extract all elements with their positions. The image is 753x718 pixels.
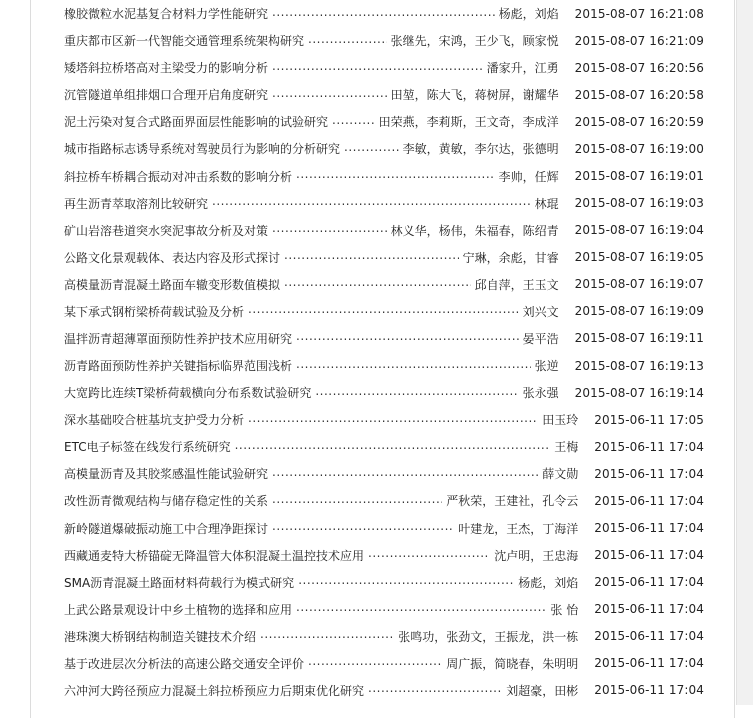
article-authors: 李帅，任辉 [498,169,559,184]
article-authors: 张永强 [522,386,559,401]
article-row [64,433,704,460]
article-authors: 薛文勋 [542,467,579,482]
dot-leader [235,440,551,454]
article-title-link[interactable]: 城市指路标志诱导系统对驾驶员行为影响的分析研究 [64,142,341,157]
article-date: 2015-08-07 16:19:09 [574,304,704,319]
dot-leader [248,413,538,427]
article-authors: 林义华，杨伟，朱福春，陈绍青 [390,223,559,238]
article-row [64,514,704,541]
dot-leader [332,115,375,129]
dot-leader [272,61,483,75]
article-list [64,0,704,704]
article-authors: 田荣燕，李莉斯，王文奇，李成洋 [378,115,559,130]
article-authors: 张逆 [534,359,559,374]
article-date: 2015-06-11 17:04 [594,439,704,454]
article-date: 2015-08-07 16:19:05 [574,250,704,265]
article-date: 2015-08-07 16:19:03 [574,196,704,211]
article-authors: 刘兴文 [522,304,559,319]
dot-leader [272,223,387,237]
article-row [64,460,704,487]
article-date: 2015-08-07 16:21:09 [574,33,704,48]
article-date: 2015-08-07 16:20:58 [574,87,704,102]
article-title-link[interactable]: ETC电子标签在线发行系统研究 [64,440,231,455]
article-date: 2015-08-07 16:19:11 [574,331,704,346]
article-row [64,677,704,704]
article-authors: 张继先，宋鸿，王少飞，顾家悦 [390,34,559,49]
dot-leader [296,331,519,345]
article-title-link[interactable]: 改性沥青微观结构与储存稳定性的关系 [64,494,269,509]
article-title-link[interactable]: 深水基础咬合桩基坑支护受力分析 [64,413,245,428]
article-row [64,623,704,650]
article-row [64,352,704,379]
article-title-link[interactable]: 重庆都市区新一代智能交通管理系统架构研究 [64,34,305,49]
article-title-link[interactable]: 港珠澳大桥钢结构制造关键技术介绍 [64,629,257,644]
dot-leader [368,683,502,697]
page-scrollbar[interactable] [736,0,753,705]
article-row [64,650,704,677]
article-date: 2015-06-11 17:04 [594,602,704,617]
article-authors: 邱自萍，王玉文 [474,277,559,292]
article-row [64,379,704,406]
article-title-link[interactable]: 西藏通麦特大桥锚碇无降温管大体积混凝土温控技术应用 [64,548,365,563]
dot-leader [248,304,519,318]
article-authors: 王梅 [554,440,579,455]
article-row [64,190,704,217]
article-date: 2015-06-11 17:04 [594,466,704,481]
article-authors: 宁琳，余彪，甘睿 [462,250,559,265]
article-title-link[interactable]: 斜拉桥车桥耦合振动对冲击系数的影响分析 [64,169,293,184]
article-title-link[interactable]: 高模量沥青及其胶浆感温性能试验研究 [64,467,269,482]
article-date: 2015-06-11 17:05 [594,412,704,427]
article-date: 2015-06-11 17:04 [594,656,704,671]
article-date: 2015-08-07 16:20:59 [574,114,704,129]
article-row [64,217,704,244]
article-row [64,298,704,325]
article-title-link[interactable]: 矿山岩溶巷道突水突泥事故分析及对策 [64,223,269,238]
article-authors: 周广振，简晓春，朱明明 [446,656,579,671]
article-title-link[interactable]: 大宽跨比连续T梁桥荷载横向分布系数试验研究 [64,386,312,401]
article-authors: 杨彪，刘焰 [518,575,579,590]
article-authors: 晏平浩 [522,331,559,346]
article-date: 2015-08-07 16:19:14 [574,385,704,400]
dot-leader [368,548,490,562]
article-title-link[interactable]: 六冲河大跨径预应力混凝土斜拉桥预应力后期束优化研究 [64,683,365,698]
article-title-link[interactable]: 某下承式钢桁梁桥荷载试验及分析 [64,304,245,319]
article-row [64,81,704,108]
dot-leader [272,7,495,21]
dot-leader [308,656,442,670]
dot-leader [272,467,538,481]
article-row [64,135,704,162]
dot-leader [296,169,495,183]
article-date: 2015-08-07 16:19:00 [574,141,704,156]
article-date: 2015-08-07 16:19:01 [574,169,704,183]
article-title-link[interactable]: 沉管隧道单组排烟口合理开启角度研究 [64,88,269,103]
article-title-link[interactable]: SMA沥青混凝土路面材料荷载行为模式研究 [64,575,295,590]
dot-leader [315,386,518,400]
article-title-link[interactable]: 橡胶微粒水泥基复合材料力学性能研究 [64,7,269,22]
article-date: 2015-06-11 17:04 [594,493,704,508]
article-title-link[interactable]: 公路文化景观载体、表达内容及形式探讨 [64,250,281,265]
article-title-link[interactable]: 沥青路面预防性养护关键指标临界范围浅析 [64,359,293,374]
dot-leader [298,575,514,589]
article-row [64,54,704,81]
article-title-link[interactable]: 上武公路景观设计中乡土植物的选择和应用 [64,602,293,617]
article-authors: 张鸣功，张劲文，王振龙，洪一栋 [398,629,579,644]
article-date: 2015-06-11 17:04 [594,575,704,590]
article-row [64,108,704,135]
article-title-link[interactable]: 高模量沥青混凝土路面车辙变形数值模拟 [64,277,281,292]
article-title-link[interactable]: 温拌沥青超薄罩面预防性养护技术应用研究 [64,331,293,346]
article-authors: 严秋荣，王建社，孔令云 [446,494,579,509]
dot-leader [284,277,471,291]
article-row [64,162,704,189]
dot-leader [272,88,387,102]
dot-leader [344,142,399,156]
article-title-link[interactable]: 再生沥青萃取溶剂比较研究 [64,196,209,211]
article-title-link[interactable]: 泥土污染对复合式路面界面层性能影响的试验研究 [64,115,329,130]
article-row [64,406,704,433]
dot-leader [296,602,546,616]
article-date: 2015-06-11 17:04 [594,683,704,698]
article-row [64,596,704,623]
article-authors: 田玉玲 [542,413,579,428]
article-row [64,244,704,271]
article-authors: 田堃，陈大飞，蒋树屏，谢耀华 [390,88,559,103]
article-date: 2015-06-11 17:04 [594,629,704,644]
dot-leader [212,196,531,210]
article-date: 2015-06-11 17:04 [594,521,704,536]
dot-leader [284,250,459,264]
article-row [64,325,704,352]
article-date: 2015-08-07 16:19:07 [574,277,704,292]
article-row [64,27,704,54]
article-authors: 潘家升，江勇 [486,61,559,76]
article-authors: 杨彪，刘焰 [498,7,559,22]
article-authors: 张 怡 [550,602,579,617]
article-row [64,487,704,514]
article-row [64,271,704,298]
article-title-link[interactable]: 基于改进层次分析法的高速公路交通安全评价 [64,656,305,671]
article-authors: 李敏，黄敏，李尔达，张德明 [402,142,559,157]
article-date: 2015-08-07 16:19:13 [574,358,704,373]
article-authors: 沈卢明，王忠海 [494,548,579,563]
article-authors: 林琨 [534,196,559,211]
article-date: 2015-08-07 16:21:08 [574,6,704,21]
article-date: 2015-08-07 16:20:56 [574,60,704,75]
article-date: 2015-08-07 16:19:04 [574,223,704,238]
article-row [64,542,704,569]
article-title-link[interactable]: 矮塔斜拉桥塔高对主梁受力的影响分析 [64,61,269,76]
article-authors: 叶建龙，王杰，丁海洋 [458,521,579,536]
article-title-link[interactable]: 新岭隧道爆破振动施工中合理净距探讨 [64,521,269,536]
article-date: 2015-06-11 17:04 [594,548,704,563]
dot-leader [260,629,394,643]
dot-leader [272,494,442,508]
dot-leader [296,359,531,373]
article-authors: 刘超豪，田彬 [506,683,579,698]
article-row [64,569,704,596]
article-row [64,0,704,27]
dot-leader [308,34,387,48]
dot-leader [272,521,454,535]
